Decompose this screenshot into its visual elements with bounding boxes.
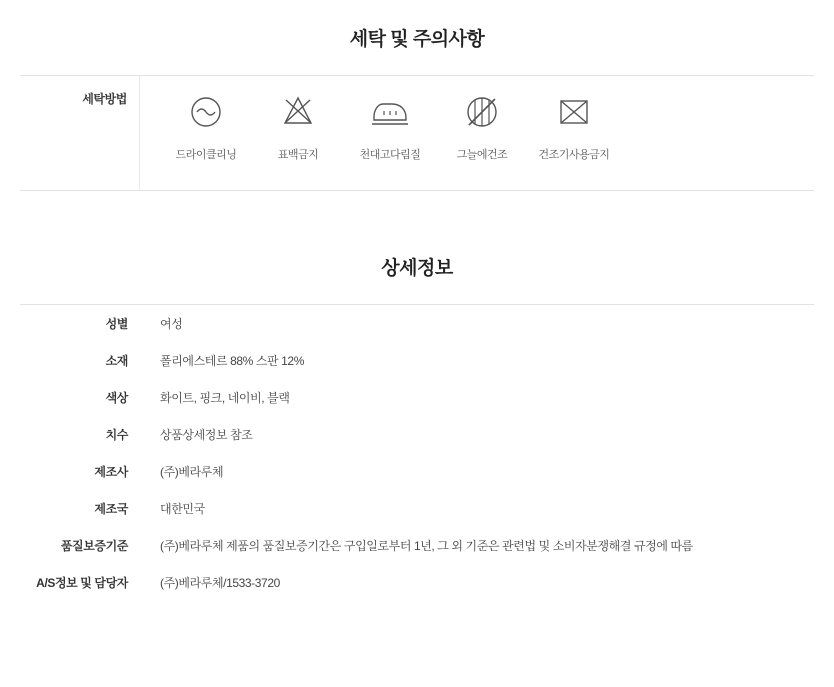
care-method-label: 세탁방법	[82, 92, 127, 106]
detail-row-value: (주)베라루체/1533-3720	[160, 576, 280, 590]
iron-with-cloth-icon	[367, 90, 413, 134]
table-row	[20, 564, 814, 603]
table-row	[20, 490, 814, 527]
detail-row-value: 화이트, 핑크, 네이비, 블랙	[160, 391, 290, 405]
table-row	[20, 342, 814, 379]
care-item	[260, 90, 336, 162]
detail-row-label: 소재	[105, 354, 128, 368]
detail-row-label: 제조국	[94, 502, 128, 516]
detail-row-label: 성별	[105, 317, 128, 331]
care-table	[20, 75, 814, 191]
care-item-caption: 표백금지	[277, 149, 319, 161]
care-item	[536, 90, 612, 162]
care-item-caption: 그늘에건조	[456, 149, 508, 161]
detail-row-value: (주)베라루체	[160, 465, 224, 479]
detail-row-value: 여성	[160, 317, 183, 331]
care-item	[444, 90, 520, 162]
no-bleach-icon	[277, 90, 319, 134]
detail-row-value: 상품상세정보 참조	[160, 428, 253, 442]
care-item-caption: 천대고다림질	[359, 149, 421, 161]
detail-row-value: 폴리에스테르 88% 스판 12%	[160, 354, 304, 368]
detail-section-title: 상세정보	[381, 258, 453, 279]
table-row	[20, 379, 814, 416]
detail-row-label: A/S정보 및 담당자	[36, 576, 128, 590]
care-item	[168, 90, 244, 162]
detail-row-value: (주)베라루체 제품의 품질보증기간은 구입일로부터 1년, 그 외 기준은 관련법 및 소비자분쟁해결 규정에 따름	[160, 539, 693, 553]
care-item-caption: 건조기사용금지	[538, 149, 610, 161]
table-row	[20, 416, 814, 453]
table-row	[20, 527, 814, 564]
detail-row-value: 대한민국	[160, 502, 205, 516]
care-item	[352, 90, 428, 162]
care-icon-list	[140, 76, 814, 190]
table-row	[20, 305, 814, 343]
care-section-title: 세탁 및 주의사항	[349, 29, 485, 50]
detail-row-label: 제조사	[94, 465, 128, 479]
no-tumble-dry-icon	[553, 90, 595, 134]
table-row	[20, 453, 814, 490]
care-label-cell	[20, 76, 140, 190]
product-info-page	[0, 24, 834, 603]
care-item-caption: 드라이클리닝	[175, 149, 237, 161]
dry-in-shade-icon	[461, 90, 503, 134]
detail-row-label: 치수	[105, 428, 128, 442]
detail-table	[20, 304, 814, 603]
dry-clean-icon	[185, 90, 227, 134]
detail-row-label: 색상	[105, 391, 128, 405]
detail-row-label: 품질보증기준	[60, 539, 128, 553]
